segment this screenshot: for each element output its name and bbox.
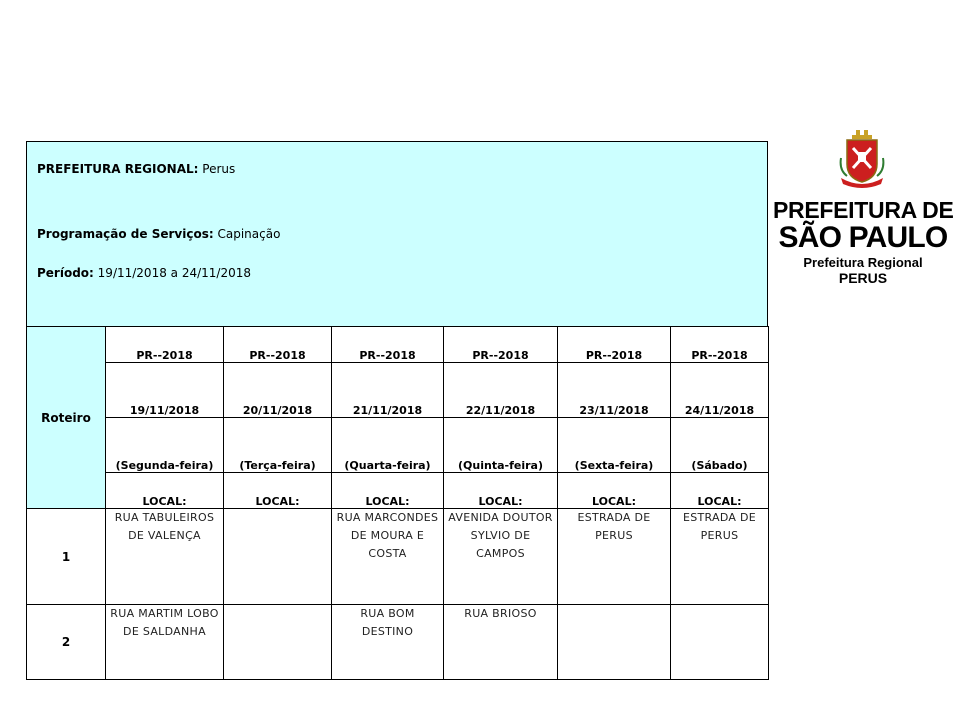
location-cell: RUA BOM DESTINO [332, 605, 444, 680]
location-cell: ESTRADA DE PERUS [671, 509, 769, 605]
day-weekday: (Segunda-feira) [106, 418, 224, 473]
logo-line-2: SÃO PAULO [778, 221, 948, 254]
coat-of-arms-icon [839, 128, 885, 190]
location-cell: AVENIDA DOUTOR SYLVIO DE CAMPOS [444, 509, 558, 605]
prefeitura-value: Perus [202, 162, 236, 176]
location-cell [558, 605, 671, 680]
local-label: LOCAL: [332, 473, 444, 509]
day-date: 19/11/2018 [106, 363, 224, 418]
logo-line-4: PERUS [838, 270, 888, 286]
date-row [27, 363, 769, 418]
day-date: 22/11/2018 [444, 363, 558, 418]
table-row [27, 605, 769, 680]
programacao-label: Programação de Serviços: [37, 227, 214, 241]
day-code: PR--2018 [444, 327, 558, 363]
location-cell [224, 509, 332, 605]
day-date: 21/11/2018 [332, 363, 444, 418]
day-weekday: (Quinta-feira) [444, 418, 558, 473]
programacao-line [37, 227, 280, 241]
day-weekday: (Sábado) [671, 418, 769, 473]
day-date: 23/11/2018 [558, 363, 671, 418]
route-number: 1 [27, 509, 106, 605]
periodo-label: Período: [37, 266, 94, 280]
logo-line-1: PREFEITURA DE [773, 197, 954, 223]
location-cell: RUA BRIOSO [444, 605, 558, 680]
day-weekday: (Terça-feira) [224, 418, 332, 473]
local-label: LOCAL: [106, 473, 224, 509]
location-cell: RUA TABULEIROS DE VALENÇA [106, 509, 224, 605]
schedule-table [26, 326, 769, 680]
local-label: LOCAL: [671, 473, 769, 509]
day-code: PR--2018 [106, 327, 224, 363]
location-cell [224, 605, 332, 680]
weekday-row [27, 418, 769, 473]
local-label: LOCAL: [444, 473, 558, 509]
programacao-value: Capinação [217, 227, 281, 241]
day-code: PR--2018 [671, 327, 769, 363]
day-code: PR--2018 [332, 327, 444, 363]
code-row [27, 327, 769, 363]
route-number: 2 [27, 605, 106, 680]
header-box [26, 141, 768, 327]
prefeitura-label: PREFEITURA REGIONAL: [37, 162, 199, 176]
periodo-line [37, 266, 251, 280]
day-weekday: (Sexta-feira) [558, 418, 671, 473]
prefeitura-line [37, 162, 235, 176]
local-row [27, 473, 769, 509]
location-cell: RUA MARCONDES DE MOURA E COSTA [332, 509, 444, 605]
location-cell: RUA MARTIM LOBO DE SALDANHA [106, 605, 224, 680]
day-weekday: (Quarta-feira) [332, 418, 444, 473]
day-code: PR--2018 [224, 327, 332, 363]
location-cell: ESTRADA DE PERUS [558, 509, 671, 605]
periodo-value: 19/11/2018 a 24/11/2018 [97, 266, 251, 280]
local-label: LOCAL: [558, 473, 671, 509]
location-cell [671, 605, 769, 680]
day-date: 24/11/2018 [671, 363, 769, 418]
day-date: 20/11/2018 [224, 363, 332, 418]
prefeitura-logo [773, 128, 953, 288]
logo-line-3: Prefeitura Regional [803, 255, 923, 270]
table-row [27, 509, 769, 605]
local-label: LOCAL: [224, 473, 332, 509]
roteiro-header: Roteiro [27, 327, 106, 509]
day-code: PR--2018 [558, 327, 671, 363]
